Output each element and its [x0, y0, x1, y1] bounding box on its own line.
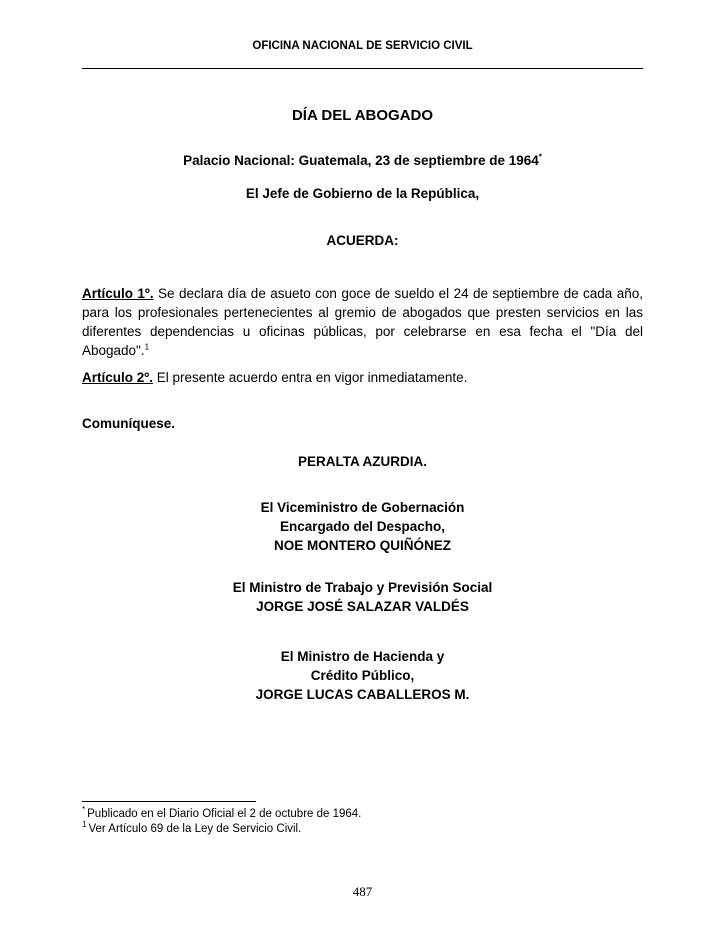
footnote-ref-star[interactable]: * — [538, 152, 542, 162]
footnote-text: Publicado en el Diario Oficial el 2 de octubre de 1964. — [87, 808, 362, 820]
place-date-text: Palacio Nacional: Guatemala, 23 de septiembre de 1964 — [183, 153, 539, 168]
footnote-mark: 1 — [82, 820, 87, 830]
footnote-rule — [82, 801, 256, 802]
document-title: DÍA DEL ABOGADO — [291, 107, 434, 124]
article-2-label: Artículo 2º. — [82, 370, 153, 385]
page-number: 487 — [352, 884, 373, 899]
signatory-line: Crédito Público, — [310, 668, 415, 683]
footnote-text: Ver Artículo 69 de la Ley de Servicio Civil. — [88, 823, 302, 835]
article-2 — [82, 368, 643, 387]
signatory-name: JORGE LUCAS CABALLEROS M. — [255, 687, 470, 702]
closing-line: Comuníquese. — [82, 416, 176, 431]
article-1 — [82, 284, 643, 360]
signatory-line: Encargado del Despacho, — [279, 519, 446, 534]
signatory-name: NOE MONTERO QUIÑÓNEZ — [273, 538, 451, 553]
footnote-item — [82, 807, 643, 822]
footnote-ref-1[interactable]: 1 — [144, 342, 150, 352]
issuer-line: El Jefe de Gobierno de la República, — [245, 186, 480, 201]
footnotes — [82, 807, 643, 837]
header-rule — [82, 68, 643, 69]
signatory-gobernacion — [82, 498, 643, 555]
article-1-label: Artículo 1º. — [82, 286, 154, 301]
president-signature: PERALTA AZURDIA. — [298, 454, 427, 469]
signatory-line: El Ministro de Trabajo y Previsión Social — [232, 580, 493, 595]
footnote-item — [82, 822, 643, 837]
article-2-text: El presente acuerdo entra en vigor inmediatamente. — [152, 370, 468, 385]
place-date — [82, 153, 643, 168]
acuerda-heading: ACUERDA: — [326, 233, 399, 248]
article-1-text: Se declara día de asueto con goce de sueldo el 24 de septiembre de cada año, para los profesionales pertenecientes al gremio de abogados que presten servicios en las diferentes dependencias u oficinas públicas, por celebrarse en esa fecha el "Día del Abogado". — [82, 286, 643, 358]
footnote-mark: * — [82, 805, 86, 815]
running-header: OFICINA NACIONAL DE SERVICIO CIVIL — [252, 40, 473, 52]
signatory-hacienda — [82, 647, 643, 704]
signatory-line: El Ministro de Hacienda y — [280, 649, 445, 664]
signatory-name: JORGE JOSÉ SALAZAR VALDÉS — [256, 599, 469, 614]
signatory-line: El Viceministro de Gobernación — [260, 500, 465, 515]
signatory-trabajo — [82, 578, 643, 616]
